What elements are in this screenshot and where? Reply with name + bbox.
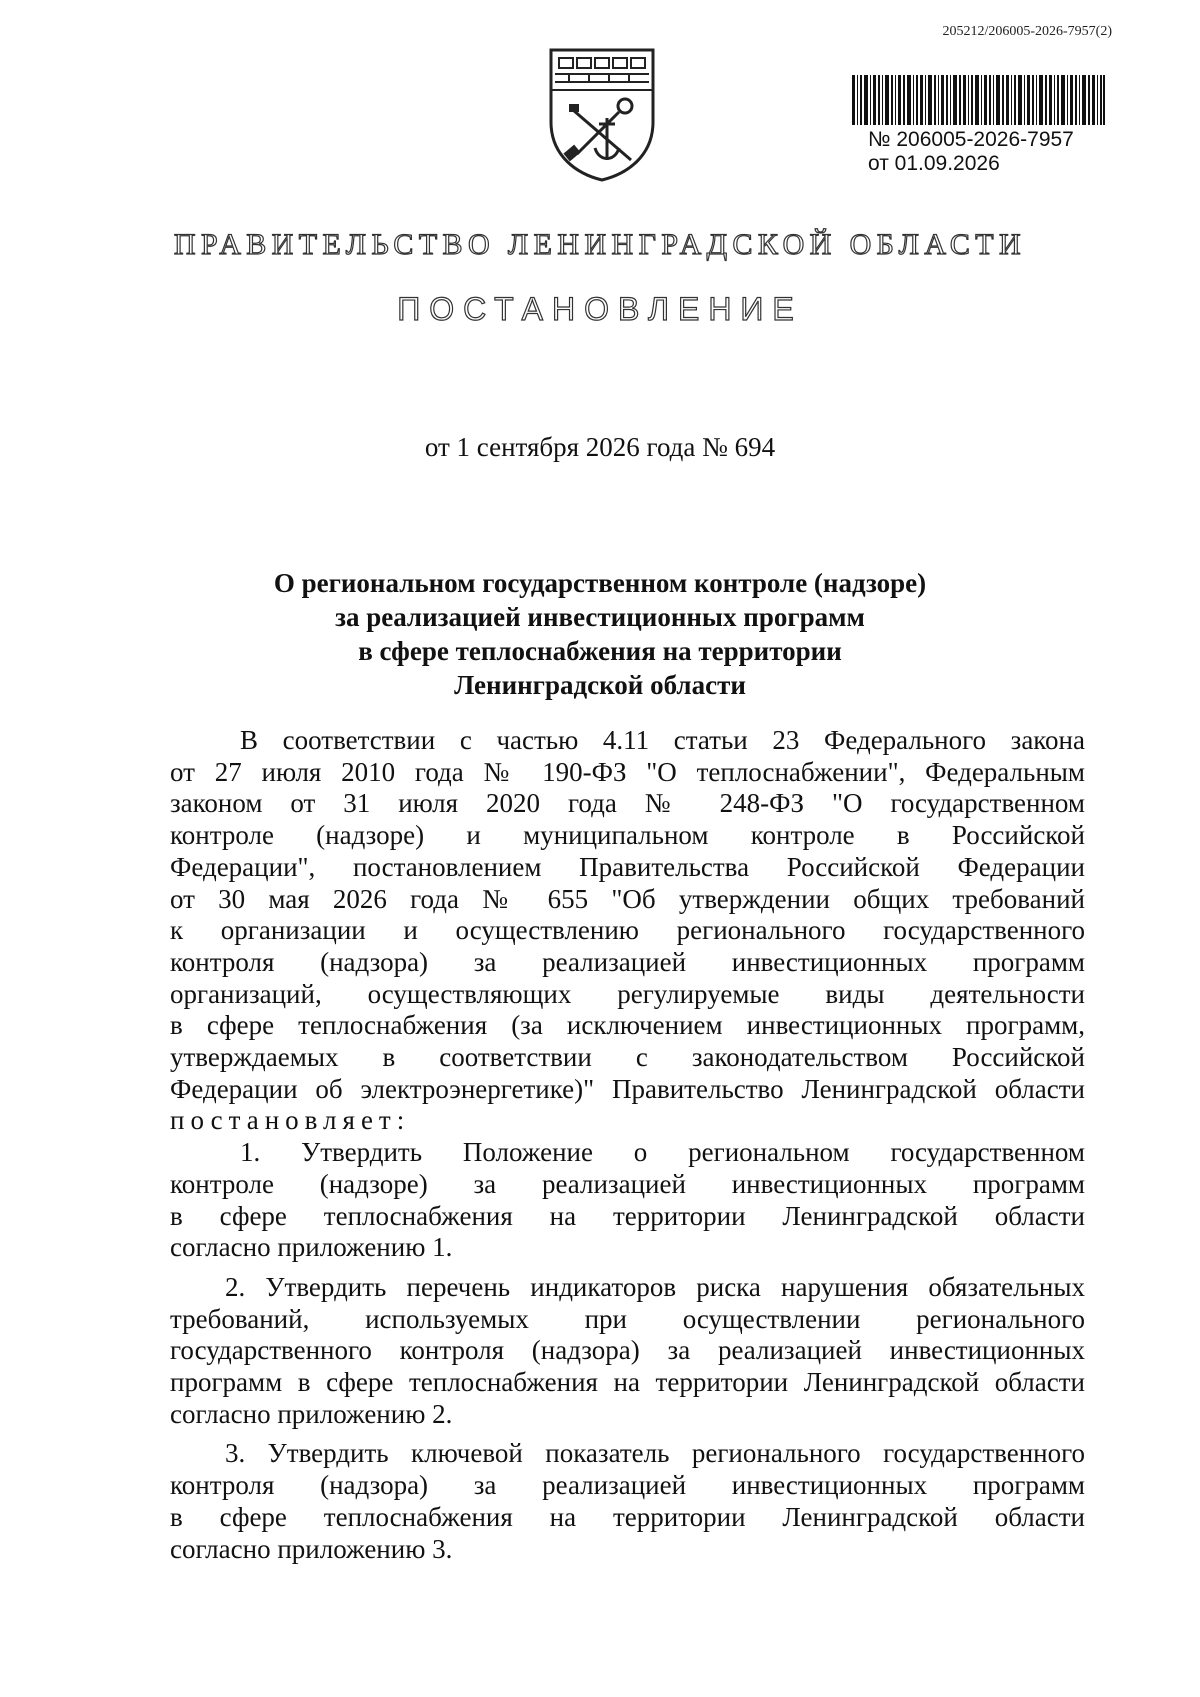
text-line: 2. Утвердить перечень индикаторов риска нарушения обязательных [225,1271,1085,1302]
text-line: Федерации", постановлением Правительства Российской Федерации [170,851,1085,882]
item-3-paragraph [170,1438,1085,1565]
text-line: законом от 31 июля 2020 года № 248-ФЗ "О государственном [170,788,1085,819]
heading-line: в сфере теплоснабжения на территории [358,636,842,666]
text-line: в сфере теплоснабжения на территории Ленинградской области [170,1501,1085,1532]
item-1-paragraph [170,1137,1085,1264]
barcode-image [852,75,1105,125]
text-line: 1. Утвердить Положение о региональном государственном [240,1137,1085,1168]
preamble-paragraph [170,725,1085,1137]
text-line: организаций, осуществляющих регулируемые виды деятельности [170,978,1085,1009]
registration-date: от 01.09.2026 [868,152,1000,175]
government-title: ПРАВИТЕЛЬСТВО ЛЕНИНГРАДСКОЙ ОБЛАСТИ [173,228,1027,261]
text-line: согласно приложению 2. [170,1398,453,1429]
coat-of-arms-emblem [545,44,659,184]
text-line: от 30 мая 2026 года № 655 "Об утверждении общих требований [170,883,1085,914]
heading-line: О региональном государственном контроле (надзоре) [273,568,927,598]
text-line: контроле (надзоре) за реализацией инвестиционных программ [170,1168,1085,1199]
document-code: 205212/206005-2026-7957(2) [942,24,1112,39]
resolves-word: постановляет: [170,1105,411,1136]
text-line: контроле (надзоре) и муниципальном контроле в Российской [170,820,1085,851]
text-line: к организации и осуществлению регионального государственного [170,915,1085,946]
text-line: требований, используемых при осуществлении регионального [170,1303,1085,1334]
heading-line: за реализацией инвестиционных программ [335,602,865,632]
document-body [170,725,1085,1565]
text-line: от 27 июля 2010 года № 190-ФЗ "О теплоснабжении", Федеральным [170,756,1085,787]
text-line: контроля (надзора) за реализацией инвестиционных программ [170,1470,1085,1501]
text-line: программ в сфере теплоснабжения на территории Ленинградской области [170,1367,1085,1398]
text-line: утверждаемых в соответствии с законодательством Российской [170,1042,1085,1073]
document-heading [0,566,1200,702]
document-date: от 1 сентября 2026 года № 694 [424,432,776,462]
text-line: в сфере теплоснабжения на территории Ленинградской области [170,1200,1085,1231]
text-line: Федерации об электроэнергетике)" Правительство Ленинградской области [170,1073,1085,1104]
text-line: контроля (надзора) за реализацией инвестиционных программ [170,946,1085,977]
text-line: согласно приложению 3. [170,1533,453,1564]
text-line: 3. Утвердить ключевой показатель регионального государственного [225,1438,1085,1469]
text-line: государственного контроля (надзора) за реализацией инвестиционных [170,1335,1085,1366]
text-line: согласно приложению 1. [170,1232,453,1263]
document-type-title: ПОСТАНОВЛЕНИЕ [397,291,803,327]
item-2-paragraph [170,1272,1085,1431]
text-line: В соответствии с частью 4.11 статьи 23 Федерального закона [240,725,1085,755]
heading-line: Ленинградской области [454,670,746,700]
registration-number: № 206005-2026-7957 [868,128,1074,151]
text-line: в сфере теплоснабжения (за исключением инвестиционных программ, [170,1010,1085,1041]
